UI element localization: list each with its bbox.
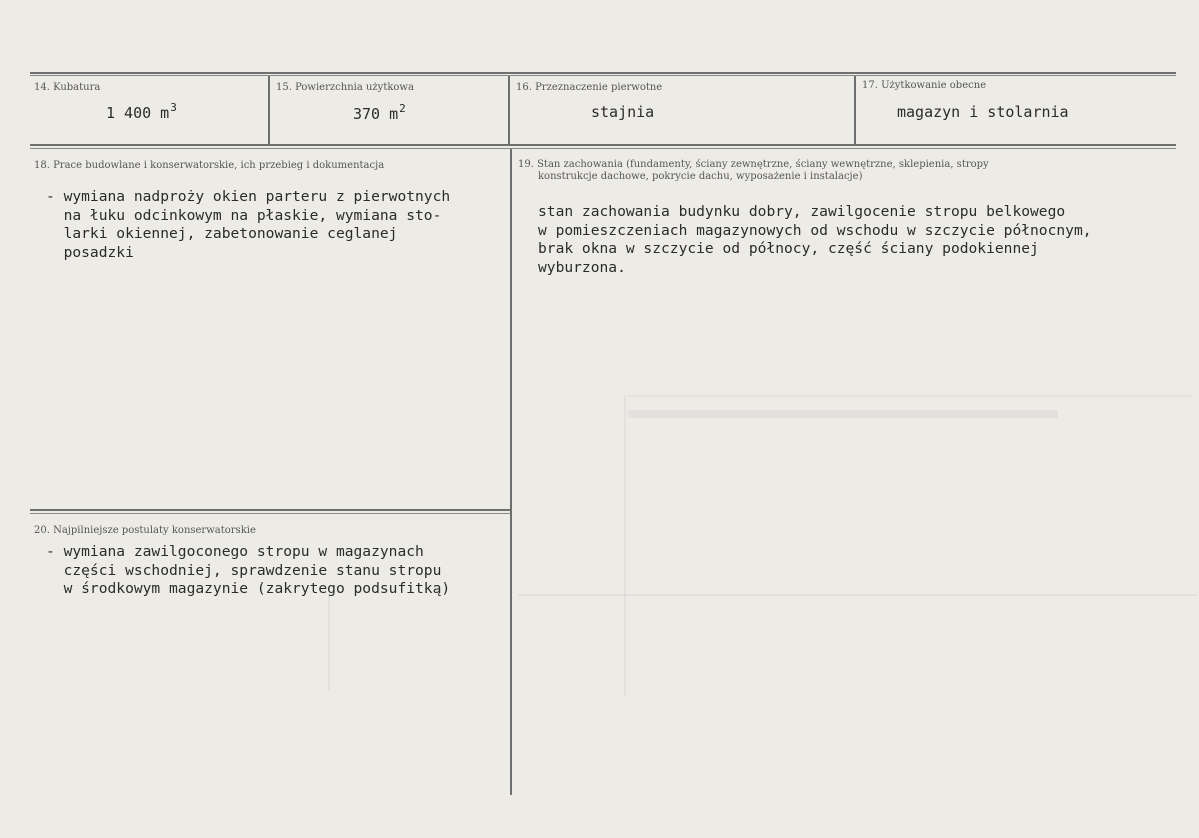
show-through-mark xyxy=(628,410,1058,418)
field-15-unit-exponent: 2 xyxy=(399,102,406,115)
top-rule-inner xyxy=(30,75,1176,76)
field-17-label: 17. Użytkowanie obecne xyxy=(862,80,987,91)
field-16-label: 16. Przeznaczenie pierwotne xyxy=(516,82,663,93)
row-rule xyxy=(30,144,1176,146)
divider-left-right xyxy=(510,149,512,795)
field-15-number: 370 m xyxy=(353,105,399,123)
field-16-value: stajnia xyxy=(591,103,655,121)
show-through-mark xyxy=(628,395,1193,397)
field-19-text: stan zachowania budynku dobry, zawilgocenie stropu belkowego w pomieszczeniach magazynowych od wschodu w szczycie północnym, brak okna w szczycie od północy, część ściany podokiennej wyburzona. xyxy=(538,203,1092,276)
field-18-text: - wymiana nadproży okien parteru z pierwotnych na łuku odcinkowym na płaskie, wymiana sto- larki okiennej, zabetonowanie ceglanej posadzki xyxy=(46,188,451,261)
field-14-unit-exponent: 3 xyxy=(170,101,177,114)
top-rule xyxy=(30,72,1176,74)
field-15-value xyxy=(353,102,406,123)
field-14-number: 1 400 m xyxy=(106,104,170,122)
divider-15-16 xyxy=(508,76,510,144)
divider-16-17 xyxy=(854,76,856,144)
field-14-value xyxy=(106,101,177,122)
show-through-mark xyxy=(624,395,626,695)
field-20-label: 20. Najpilniejsze postulaty konserwatorskie xyxy=(34,525,256,536)
field-15-label: 15. Powierzchnia użytkowa xyxy=(276,82,414,93)
field-17-value: magazyn i stolarnia xyxy=(897,103,1069,121)
section-rule-18-20 xyxy=(30,509,510,511)
field-18-label: 18. Prace budowlane i konserwatorskie, ich przebieg i dokumentacja xyxy=(34,160,385,171)
field-19-label-line2: konstrukcje dachowe, pokrycie dachu, wyposażenie i instalacje) xyxy=(538,171,863,182)
field-14-label: 14. Kubatura xyxy=(34,82,101,93)
divider-14-15 xyxy=(268,76,270,144)
row-rule-inner xyxy=(30,148,1176,149)
show-through-mark xyxy=(328,595,330,690)
show-through-mark xyxy=(518,594,1198,596)
section-rule-18-20-inner xyxy=(30,513,510,514)
field-19-label-line1: 19. Stan zachowania (fundamenty, ściany zewnętrzne, ściany wewnętrzne, sklepienia, stropy xyxy=(518,159,989,170)
field-20-text: - wymiana zawilgoconego stropu w magazynach części wschodniej, sprawdzenie stanu stropu w środkowym magazynie (zakrytego podsufitką) xyxy=(46,543,451,597)
